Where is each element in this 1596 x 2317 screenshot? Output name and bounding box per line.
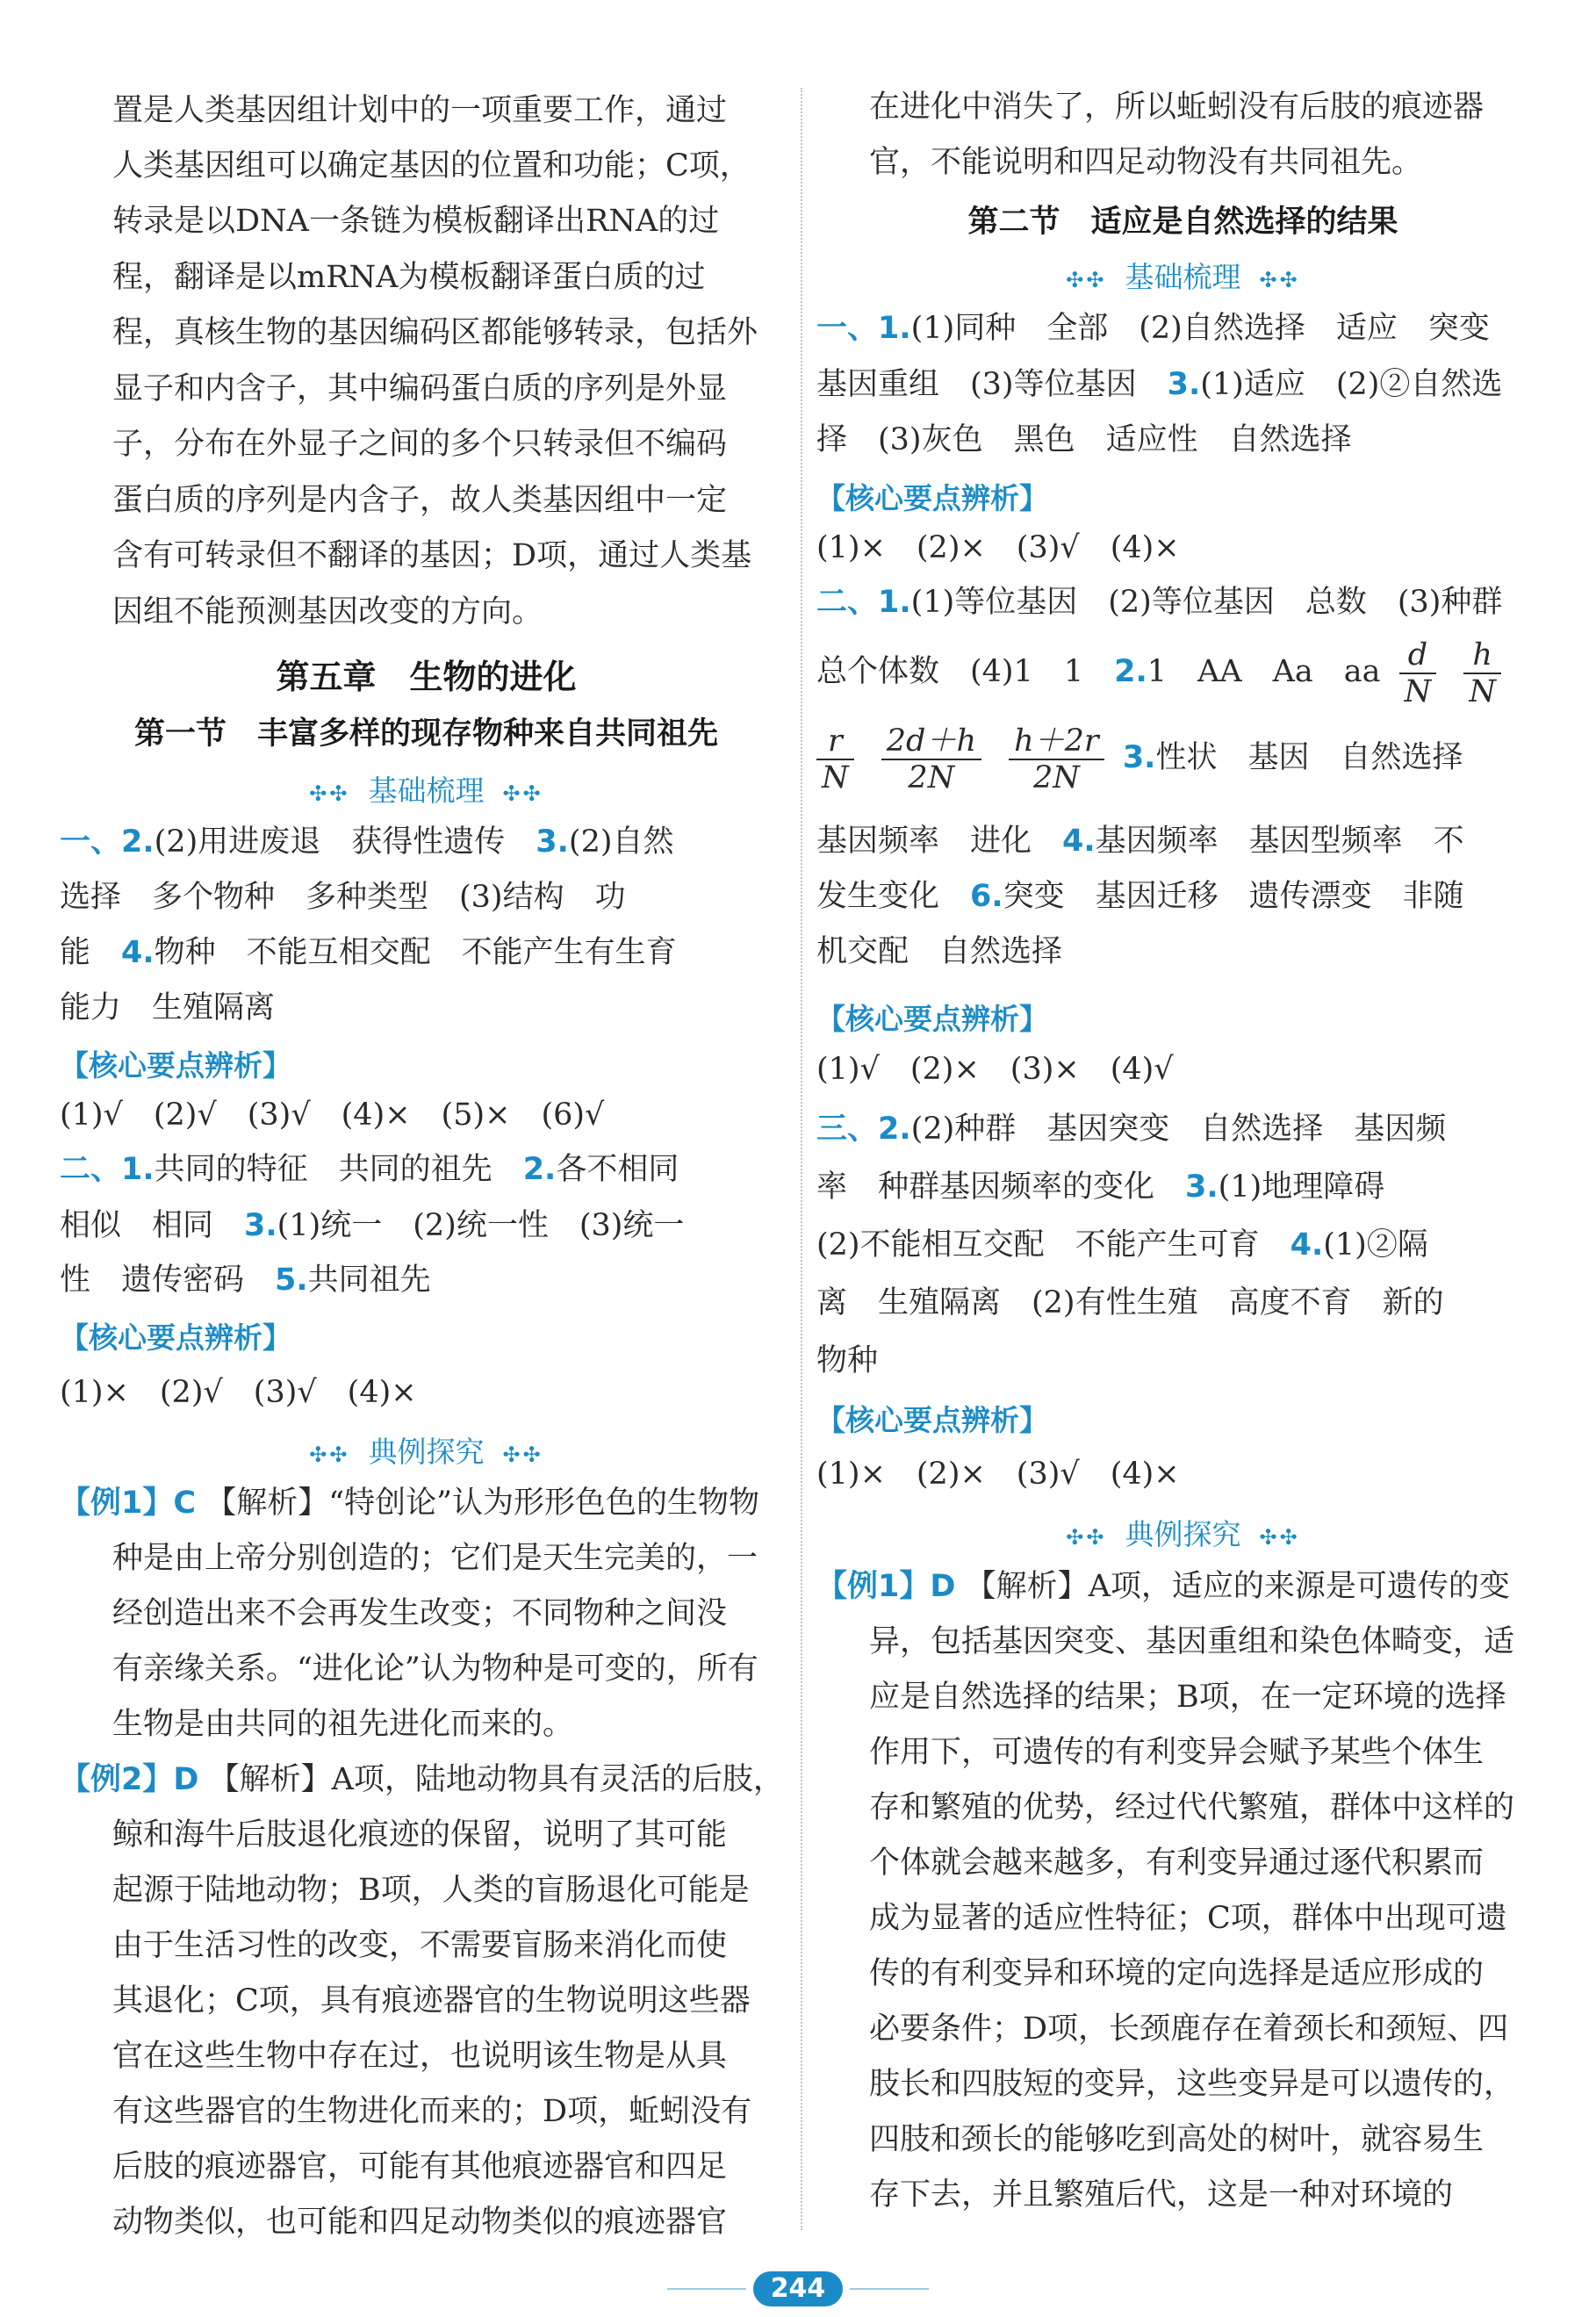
core-points-header: 【核心要点辨析】 [60, 1048, 291, 1083]
text-line: 置是人类基因组计划中的一项重要工作，通过 [112, 93, 728, 128]
dots-icon: ✣✣ [309, 1443, 350, 1467]
dots-icon: ✣✣ [1259, 1525, 1300, 1550]
text-line: 因组不能预测基因改变的方向。 [112, 594, 543, 630]
text-line: 肢长和四肢短的变异，这些变异是可以遗传的， [869, 2067, 1515, 2102]
core-answers: (1)× (2)√ (3)√ (4)× [60, 1375, 417, 1410]
text-line: 显子和内含子，其中编码蛋白质的序列是外显 [112, 371, 728, 407]
text-line: 异，包括基因突变、基因重组和染色体畸变，适 [869, 1624, 1515, 1659]
dots-icon: ✣✣ [1066, 1525, 1107, 1550]
answer-line: 三、2.(2)种群 基因突变 自然选择 基因频 [816, 1112, 1447, 1147]
core-answers: (1)× (2)× (3)√ (4)× [816, 530, 1180, 565]
examples-header: ✣✣ 典例探究 ✣✣ [1066, 1517, 1300, 1551]
fraction: $\frac{h}{N}$ [1463, 637, 1501, 709]
fraction: $\frac{r}{N}$ [816, 723, 854, 795]
answer-line: 离 生殖隔离 (2)有性生殖 高度不育 新的 [816, 1285, 1444, 1320]
text-line: 生物是由共同的祖先进化而来的。 [112, 1707, 574, 1742]
answer-line: 基因频率 进化 4.基因频率 基因型频率 不 [816, 824, 1464, 859]
text-line: 官在这些生物中存在过，也说明该生物是从具 [112, 2039, 728, 2074]
fraction: $\frac{h+2r}{2N}$ [1009, 723, 1104, 795]
text-line: 经创造出来不会再发生改变；不同物种之间没 [112, 1596, 728, 1631]
text-line: 作用下，可遗传的有利变异会赋予某些个体生 [869, 1735, 1485, 1770]
text-line: 四肢和颈长的能够吃到高处的树叶，就容易生 [869, 2122, 1485, 2157]
dots-icon: ✣✣ [309, 781, 350, 806]
answer-line: (2)不能相互交配 不能产生可育 4.(1)②隔 [816, 1227, 1428, 1263]
text-line: 应是自然选择的结果；B项，在一定环境的选择 [869, 1680, 1506, 1715]
answer-line: 择 (3)灰色 黑色 适应性 自然选择 [816, 422, 1352, 457]
text-line: 官，不能说明和四足动物没有共同祖先。 [869, 145, 1423, 180]
text-line: 种是由上帝分别创造的；它们是天生完美的，一 [112, 1541, 758, 1576]
text-line: 有亲缘关系。“进化论”认为物种是可变的，所有 [112, 1651, 758, 1687]
text-line: 人类基因组可以确定基因的位置和功能；C项， [112, 148, 751, 183]
answer-line: 二、1.(1)等位基因 (2)等位基因 总数 (3)种群 [816, 585, 1503, 620]
text-line: 子，分布在外显子之间的多个只转录但不编码 [112, 427, 728, 462]
text-line: 鲸和海牛后肢退化痕迹的保留，说明了其可能 [112, 1817, 728, 1853]
answer-line: 发生变化 6.突变 基因迁移 遗传漂变 非随 [816, 879, 1464, 914]
answer-line: 基因重组 (3)等位基因 3.(1)适应 (2)②自然选 [816, 367, 1503, 402]
dots-icon: ✣✣ [502, 1443, 543, 1467]
chapter-title: 第五章 生物的进化 [276, 658, 577, 696]
text-line: 程，真核生物的基因编码区都能够转录，包括外 [112, 315, 758, 350]
examples-header: ✣✣ 典例探究 ✣✣ [309, 1435, 543, 1469]
text-line: 含有可转录但不翻译的基因；D项，通过人类基 [112, 538, 752, 573]
section-title: 第二节 适应是自然选择的结果 [967, 205, 1398, 240]
column-divider [801, 88, 802, 2230]
text-line: 程，翻译是以mRNA为模板翻译蛋白质的过 [112, 260, 706, 295]
basics-header: ✣✣ 基础梳理 ✣✣ [1066, 260, 1300, 294]
answer-line: 性 遗传密码 5.共同祖先 [60, 1263, 431, 1298]
page-number: 244 [753, 2271, 843, 2306]
dots-icon: ✣✣ [1066, 268, 1107, 292]
answer-line: 选择 多个物种 多种类型 (3)结构 功 [60, 880, 626, 915]
core-points-header: 【核心要点辨析】 [816, 481, 1048, 515]
fraction: $\frac{2d+h}{2N}$ [881, 723, 981, 795]
answer-line: 能力 生殖隔离 [60, 990, 276, 1025]
answer-line: 总个体数 (4)1 1 2.1 AA Aa aa $\frac{d}{N}$ $\frac{h}{N}$ [816, 632, 1549, 711]
text-line: 转录是以DNA一条链为模板翻译出RNA的过 [112, 204, 720, 239]
text-line: 传的有利变异和环境的定向选择是适应形成的 [869, 1956, 1485, 1991]
section-title: 第一节 丰富多样的现存物种来自共同祖先 [133, 716, 718, 752]
answer-line: 率 种群基因频率的变化 3.(1)地理障碍 [816, 1169, 1385, 1205]
text-line: 后肢的痕迹器官，可能有其他痕迹器官和四足 [112, 2149, 728, 2184]
fraction: $\frac{d}{N}$ [1399, 637, 1437, 709]
text-line: 存和繁殖的优势，经过代代繁殖，群体中这样的 [869, 1790, 1515, 1825]
page-number-rule [667, 2288, 746, 2290]
text-line: 由于生活习性的改变，不需要盲肠来消化而使 [112, 1928, 728, 1963]
answer-line: 一、1.(1)同种 全部 (2)自然选择 适应 突变 [816, 311, 1490, 346]
text-line: 起源于陆地动物；B项，人类的盲肠退化可能是 [112, 1873, 750, 1908]
core-answers: (1)√ (2)√ (3)√ (4)× (5)× (6)√ [60, 1097, 605, 1133]
text-line: 个体就会越来越多，有利变异通过逐代积累而 [869, 1846, 1485, 1881]
example-1: 【例1】C 【解析】“特创论”认为形形色色的生物物 [60, 1486, 759, 1521]
core-points-header: 【核心要点辨析】 [60, 1320, 291, 1355]
answer-line: 相似 相同 3.(1)统一 (2)统一性 (3)统一 [60, 1208, 685, 1243]
text-line: 动物类似，也可能和四足动物类似的痕迹器官 [112, 2205, 728, 2240]
answer-line: 机交配 自然选择 [816, 934, 1063, 969]
page-number-rule [850, 2288, 929, 2290]
core-points-header: 【核心要点辨析】 [816, 1403, 1048, 1437]
answer-line: 一、2.(2)用进废退 获得性遗传 3.(2)自然 [60, 824, 674, 860]
text-line: 有这些器官的生物进化而来的；D项，蚯蚓没有 [112, 2094, 752, 2129]
text-line: 蛋白质的序列是内含子，故人类基因组中一定 [112, 483, 728, 518]
example-1: 【例1】D 【解析】A项，适应的来源是可遗传的变 [816, 1569, 1510, 1604]
answer-line: $\frac{r}{N}$ $\frac{2d+h}{2N}$ $\frac{h+2r}{2N}$ 3.性状 基因 自然选择 [816, 718, 1549, 797]
answer-line: 物种 [816, 1343, 879, 1378]
text-line: 必要条件；D项，长颈鹿存在着颈长和颈短、四 [869, 2011, 1509, 2047]
dots-icon: ✣✣ [502, 781, 543, 806]
answer-line: 二、1.共同的特征 共同的祖先 2.各不相同 [60, 1152, 679, 1187]
core-answers: (1)√ (2)× (3)× (4)√ [816, 1052, 1174, 1087]
core-answers: (1)× (2)× (3)√ (4)× [816, 1457, 1180, 1492]
core-points-header: 【核心要点辨析】 [816, 1002, 1048, 1036]
text-line: 存下去，并且繁殖后代，这是一种对环境的 [869, 2177, 1454, 2213]
example-2: 【例2】D 【解析】A项，陆地动物具有灵活的后肢， [60, 1762, 784, 1797]
text-line: 成为显著的适应性特征；C项，群体中出现可遗 [869, 1901, 1507, 1936]
dots-icon: ✣✣ [1259, 268, 1300, 292]
text-line: 其退化；C项，具有痕迹器官的生物说明这些器 [112, 1983, 751, 2018]
answer-line: 能 4.物种 不能互相交配 不能产生有生育 [60, 935, 677, 970]
basics-header: ✣✣ 基础梳理 ✣✣ [309, 774, 543, 808]
text-line: 在进化中消失了，所以蚯蚓没有后肢的痕迹器 [869, 90, 1485, 125]
